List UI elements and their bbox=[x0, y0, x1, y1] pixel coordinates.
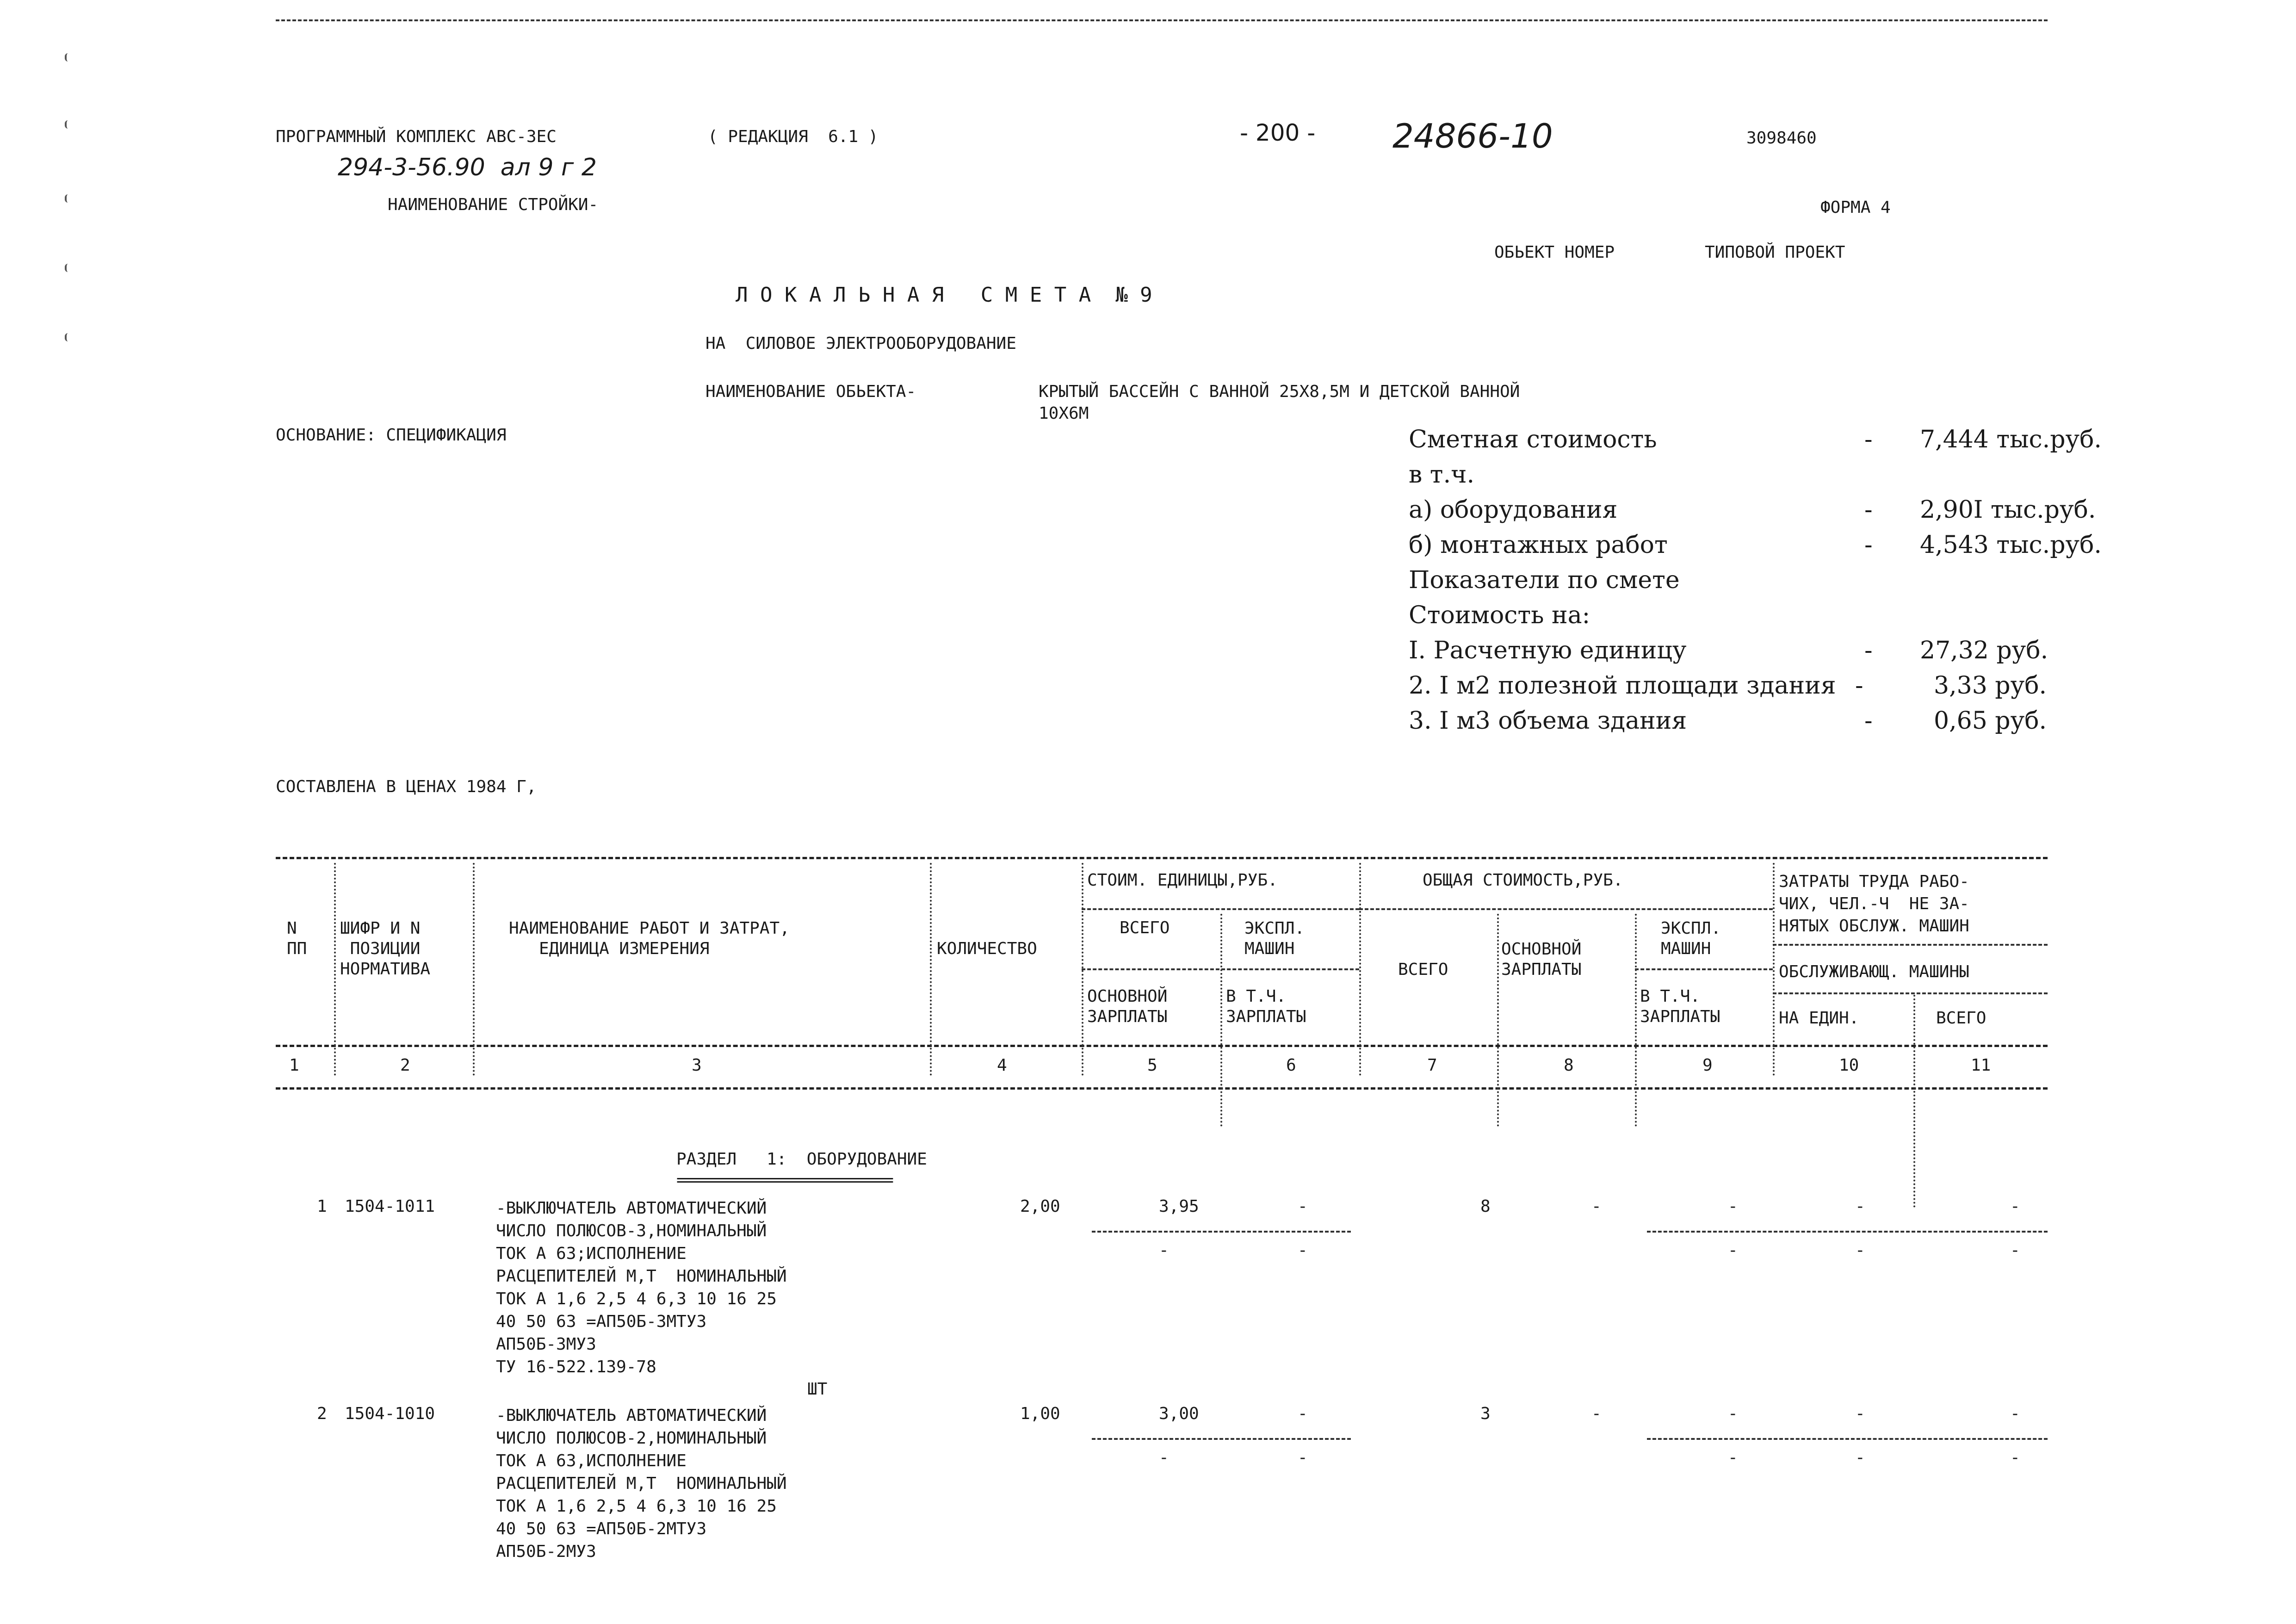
row-code: 1504-1010 bbox=[345, 1404, 435, 1423]
object-name-line1: КРЫТЫЙ БАССЕЙН С ВАННОЙ 25Х8,5М И ДЕТСКОЙ ВАННОЙ bbox=[1039, 382, 1520, 401]
column-number: 1 bbox=[289, 1056, 299, 1075]
summary-value: 27,32 руб. bbox=[1920, 637, 2048, 664]
column-number: 10 bbox=[1839, 1056, 1859, 1075]
document-code: 3098460 bbox=[1746, 129, 1817, 148]
row-total-base-wage: - bbox=[1591, 1404, 1602, 1423]
summary-value: 2,90I тыс.руб. bbox=[1920, 496, 2096, 524]
row-total-base-wage: - bbox=[1591, 1197, 1602, 1216]
row-unit-incl-wage: - bbox=[1298, 1241, 1308, 1260]
row-total: 8 bbox=[1480, 1197, 1491, 1216]
subheader-rule bbox=[1635, 968, 1773, 970]
column-number: 7 bbox=[1427, 1056, 1437, 1075]
estimate-title: Л О К А Л Ь Н А Я С М Е Т А № 9 bbox=[736, 283, 1152, 307]
section-title: РАЗДЕЛ 1: ОБОРУДОВАНИЕ bbox=[676, 1150, 927, 1169]
header-unit-base-wage: ОСНОВНОЙ ЗАРПЛАТЫ bbox=[1087, 987, 1168, 1026]
subheader-rule bbox=[1773, 944, 2048, 946]
column-number: 4 bbox=[997, 1056, 1007, 1075]
row-number: 1 bbox=[317, 1197, 327, 1216]
object-name-label: НАИМЕНОВАНИЕ ОБЬЕКТА- bbox=[706, 382, 916, 401]
summary-label: Показатели по смете bbox=[1409, 566, 1680, 594]
page-number: - 200 - bbox=[1240, 119, 1316, 146]
column-divider bbox=[334, 863, 336, 1076]
row-total-incl-wage: - bbox=[1728, 1448, 1738, 1467]
header-total-cost: ОБЩАЯ СТОИМОСТЬ,РУБ. bbox=[1423, 871, 1623, 890]
typical-project-label: ТИПОВОЙ ПРОЕКТ bbox=[1705, 243, 1845, 262]
construction-name-label: НАИМЕНОВАНИЕ СТРОЙКИ- bbox=[388, 195, 599, 214]
column-divider bbox=[1773, 863, 1775, 1076]
header-total-all: ВСЕГО bbox=[1398, 960, 1448, 979]
row-labor-total: - bbox=[2010, 1404, 2020, 1423]
column-number: 2 bbox=[400, 1056, 410, 1075]
column-divider bbox=[930, 863, 932, 1076]
row-total-machines: - bbox=[1728, 1197, 1738, 1216]
summary-label: а) оборудования bbox=[1409, 496, 1618, 524]
row-labor-sub-total: - bbox=[2010, 1241, 2020, 1260]
section-underline: =========================================== bbox=[676, 1171, 889, 1190]
form-label: ФОРМА 4 bbox=[1820, 198, 1891, 217]
object-name-line2: 10Х6М bbox=[1039, 404, 1089, 423]
table-bottom-rule bbox=[276, 1087, 2048, 1090]
row-subrule bbox=[1092, 1231, 1351, 1233]
row-total: 3 bbox=[1480, 1404, 1491, 1423]
row-subrule bbox=[1647, 1231, 2048, 1233]
row-subrule bbox=[1647, 1438, 2048, 1440]
summary-label: Стоимость на: bbox=[1409, 601, 1590, 629]
summary-value: 3,33 руб. bbox=[1934, 672, 2047, 700]
header-work-name: НАИМЕНОВАНИЕ РАБОТ И ЗАТРАТ, ЕДИНИЦА ИЗМЕРЕНИЯ bbox=[509, 919, 790, 958]
row-labor-sub-per-unit: - bbox=[1855, 1241, 1865, 1260]
handwritten-reference: 294-3-56.90 ал 9 г 2 bbox=[338, 154, 597, 181]
row-number: 2 bbox=[317, 1404, 327, 1423]
row-labor-per-unit: - bbox=[1855, 1404, 1865, 1423]
table-top-rule bbox=[276, 857, 2048, 859]
column-divider bbox=[1635, 914, 1637, 1127]
header-total-base-wage: ОСНОВНОЙ ЗАРПЛАТЫ bbox=[1501, 940, 1582, 979]
row-unit-base-wage: - bbox=[1159, 1448, 1169, 1467]
column-number: 3 bbox=[692, 1056, 702, 1075]
header-labor-total: ВСЕГО bbox=[1936, 1009, 1987, 1028]
summary-value: 4,543 тыс.руб. bbox=[1920, 531, 2102, 559]
header-labor: ЗАТРАТЫ ТРУДА РАБО- ЧИХ, ЧЕЛ.-Ч НЕ ЗА- НЯТЫХ ОБСЛУЖ. МАШИН bbox=[1779, 872, 1969, 936]
summary-value: 7,444 тыс.руб. bbox=[1920, 426, 2102, 453]
row-quantity: 1,00 bbox=[1020, 1404, 1060, 1423]
header-unit-machines: ЭКСПЛ. МАШИН bbox=[1244, 919, 1305, 958]
top-dash-marks bbox=[276, 19, 2048, 21]
summary-dash: - bbox=[1855, 672, 1863, 700]
subheader-rule bbox=[1082, 908, 1359, 910]
summary-label: в т.ч. bbox=[1409, 461, 1475, 489]
edition: ( РЕДАКЦИЯ 6.1 ) bbox=[708, 127, 879, 146]
summary-dash: - bbox=[1864, 531, 1873, 559]
row-labor-sub-per-unit: - bbox=[1855, 1448, 1865, 1467]
row-unit-machines: - bbox=[1298, 1404, 1308, 1423]
row-code: 1504-1011 bbox=[345, 1197, 435, 1216]
summary-dash: - bbox=[1864, 496, 1873, 524]
row-unit-incl-wage: - bbox=[1298, 1448, 1308, 1467]
handwritten-number: 24866-10 bbox=[1392, 117, 1553, 155]
summary-dash: - bbox=[1864, 707, 1873, 735]
summary-label: 3. I м3 объема здания bbox=[1409, 707, 1687, 735]
column-divider bbox=[473, 863, 475, 1076]
column-number: 11 bbox=[1971, 1056, 1991, 1075]
column-number: 8 bbox=[1564, 1056, 1574, 1075]
header-row-number: N ПП bbox=[287, 919, 307, 958]
summary-value: 0,65 руб. bbox=[1934, 707, 2047, 735]
row-subrule bbox=[1092, 1438, 1351, 1440]
subheader-rule bbox=[1082, 968, 1359, 970]
row-unit-machines: - bbox=[1298, 1197, 1308, 1216]
summary-label: б) монтажных работ bbox=[1409, 531, 1668, 559]
basis-label: ОСНОВАНИЕ: СПЕЦИФИКАЦИЯ bbox=[276, 426, 507, 445]
row-unit-base-wage: - bbox=[1159, 1241, 1169, 1260]
subheader-rule bbox=[1359, 908, 1773, 910]
header-labor-serving: ОБСЛУЖИВАЮЩ. МАШИНЫ bbox=[1779, 962, 1969, 981]
column-divider bbox=[1220, 914, 1222, 1127]
row-unit-price: 3,00 bbox=[1159, 1404, 1199, 1423]
header-total-machines: ЭКСПЛ. МАШИН bbox=[1661, 919, 1721, 958]
header-labor-per-unit: НА ЕДИН. bbox=[1779, 1009, 1859, 1028]
header-unit-cost: СТОИМ. ЕДИНИЦЫ,РУБ. bbox=[1087, 871, 1278, 890]
summary-dash: - bbox=[1864, 426, 1873, 453]
header-total-incl-wage: В Т.Ч. ЗАРПЛАТЫ bbox=[1640, 987, 1720, 1026]
row-labor-sub-total: - bbox=[2010, 1448, 2020, 1467]
object-number-label: ОБЬЕКТ НОМЕР bbox=[1494, 243, 1615, 262]
header-unit-total: ВСЕГО bbox=[1120, 918, 1170, 937]
row-total-incl-wage: - bbox=[1728, 1241, 1738, 1260]
row-labor-per-unit: - bbox=[1855, 1197, 1865, 1216]
estimate-subject: НА СИЛОВОЕ ЭЛЕКТРООБОРУДОВАНИЕ bbox=[706, 334, 1016, 353]
row-quantity: 2,00 bbox=[1020, 1197, 1060, 1216]
row-total-machines: - bbox=[1728, 1404, 1738, 1423]
column-divider bbox=[1359, 863, 1361, 1076]
program-name: ПРОГРАММНЫЙ КОМПЛЕКС АВС-ЗЕС bbox=[276, 127, 557, 146]
summary-label: Сметная стоимость bbox=[1409, 426, 1657, 453]
summary-label: 2. I м2 полезной площади здания bbox=[1409, 672, 1836, 700]
column-number: 5 bbox=[1147, 1056, 1157, 1075]
column-number: 9 bbox=[1702, 1056, 1713, 1075]
column-divider bbox=[1913, 995, 1915, 1208]
column-number: 6 bbox=[1286, 1056, 1296, 1075]
header-unit-incl-wage: В Т.Ч. ЗАРПЛАТЫ bbox=[1226, 987, 1306, 1026]
column-divider bbox=[1497, 914, 1499, 1127]
summary-label: I. Расчетную единицу bbox=[1409, 637, 1687, 664]
header-code: ШИФР И N ПОЗИЦИИ НОРМАТИВА bbox=[340, 919, 431, 979]
row-unit-price: 3,95 bbox=[1159, 1197, 1199, 1216]
prices-year-label: СОСТАВЛЕНА В ЦЕНАХ 1984 Г, bbox=[276, 777, 537, 796]
row-unit: ШТ bbox=[807, 1380, 828, 1399]
row-labor-total: - bbox=[2010, 1197, 2020, 1216]
subheader-rule bbox=[1773, 992, 2048, 994]
row-description: -ВЫКЛЮЧАТЕЛЬ АВТОМАТИЧЕСКИЙ ЧИСЛО ПОЛЮСОВ-3,НОМИНАЛЬНЫЙ ТОК А 63;ИСПОЛНЕНИЕ РАСЦЕПИТЕЛЕЙ М,Т НОМИНАЛЬНЫЙ ТОК А 1,6 2,5 4 6,3 10 16 25 40 50 63 =АП50Б-3МТУ3 АП50Б-3МУ3 ТУ 16-522.139-78 bbox=[496, 1199, 787, 1376]
header-quantity: КОЛИЧЕСТВО bbox=[937, 939, 1037, 958]
row-description: -ВЫКЛЮЧАТЕЛЬ АВТОМАТИЧЕСКИЙ ЧИСЛО ПОЛЮСОВ-2,НОМИНАЛЬНЫЙ ТОК А 63,ИСПОЛНЕНИЕ РАСЦЕПИТЕЛЕЙ М,Т НОМИНАЛЬНЫЙ ТОК А 1,6 2,5 4 6,3 10 16 25 40 50 63 =АП50Б-2МТУ3 АП50Б-2МУ3 bbox=[496, 1406, 787, 1561]
summary-dash: - bbox=[1864, 637, 1873, 664]
table-mid-rule bbox=[276, 1045, 2048, 1047]
